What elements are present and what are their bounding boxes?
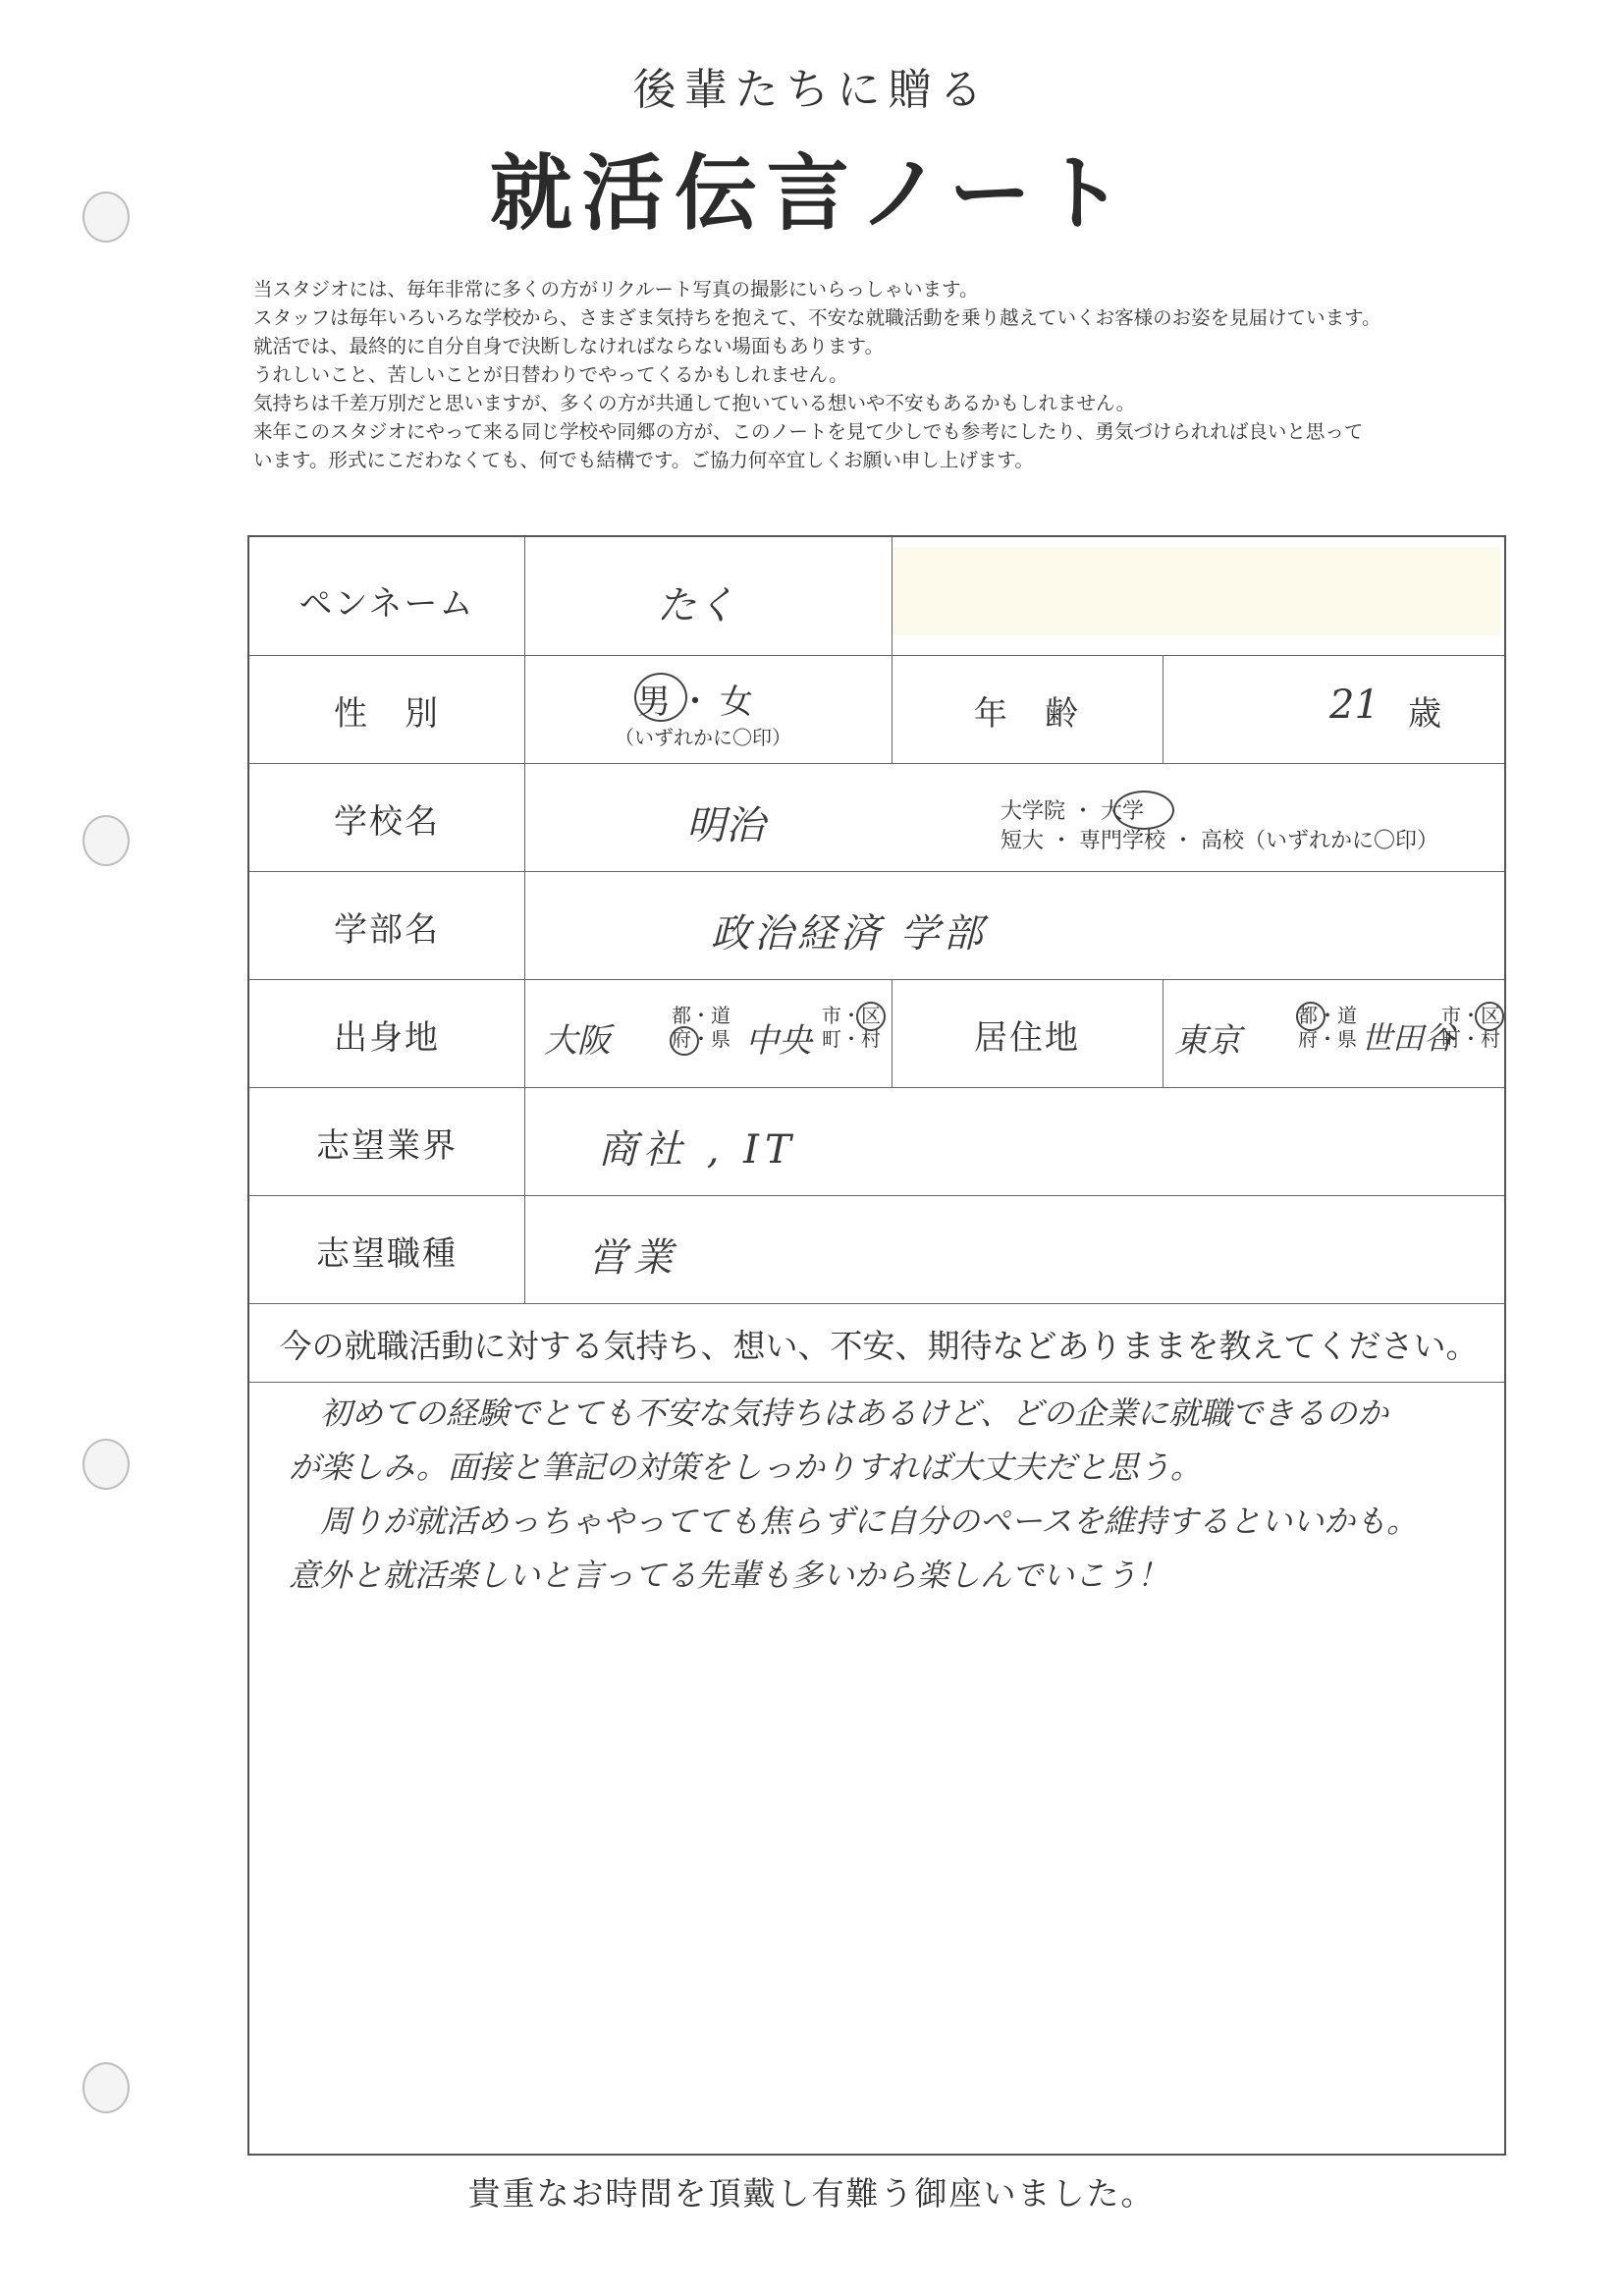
city-units-line: 町・村 (1441, 1027, 1500, 1051)
redacted-area (892, 547, 1500, 635)
pref-units-line: 府・県 (672, 1027, 730, 1051)
penname-label: ペンネーム (298, 584, 475, 624)
residence-pref-value: 東京 (1174, 1021, 1241, 1061)
pref-units-line: 都・道 (1298, 1004, 1357, 1027)
answer-line: 初めての経験でとても不安な気持ちはあるけど、どの企業に就職できるのか (289, 1394, 1389, 1432)
pref-units-line: 都・道 (672, 1004, 730, 1027)
binder-hole (82, 2062, 130, 2113)
intro-line: 気持ちは千差万別だと思いますが、多くの方が共通して抱いている想いや不安もあるかもしれません。 (253, 392, 1136, 414)
gender-label: 性 別 (334, 694, 440, 734)
city-units-line: 町・村 (822, 1027, 881, 1051)
intro-line: スタッフは毎年いろいろな学校から、さまざま気持ちを抱えて、不安な就職活動を乗り越えていくお客様のお姿を見届けています。 (253, 306, 1381, 329)
job-label: 志望職種 (316, 1234, 458, 1274)
answer-text (289, 1387, 1496, 1603)
footer-thanks: 貴重なお時間を頂戴し有難う御座いました。 (467, 2174, 1156, 2213)
answer-line: 意外と就活楽しいと言ってる先輩も多いから楽しんでいこう！ (289, 1557, 1169, 1594)
hometown-label: 出身地 (334, 1018, 440, 1058)
industry-value: 商社 , IT (598, 1127, 797, 1173)
gender-options: 男・女 (637, 683, 761, 722)
hometown-pref-circle-mark (670, 1026, 699, 1056)
school-types-2: 短大 ・ 専門学校 ・ 高校（いずれかに〇印） (1001, 829, 1438, 853)
entry-form (247, 535, 1506, 2156)
residence-city-circle-mark (1475, 1002, 1504, 1031)
residence-city-value: 世田谷 (1361, 1019, 1456, 1057)
answer-line: が楽しみ。面接と筆記の対策をしっかりすれば大丈夫だと思う。 (289, 1449, 1202, 1486)
intro-line: 当スタジオには、毎年非常に多くの方がリクルート写真の撮影にいらっしゃいます。 (253, 278, 979, 301)
question-text: 今の就職活動に対する気持ち、想い、不安、期待などありままを教えてください。 (279, 1327, 1479, 1365)
intro-text (253, 275, 1589, 474)
school-value: 明治 (686, 803, 765, 848)
gender-note: （いずれかに〇印） (615, 726, 791, 749)
residence-label: 居住地 (974, 1018, 1080, 1058)
pref-units-line: 府・県 (1298, 1027, 1357, 1051)
intro-line: います。形式にこだわなくても、何でも結構です。ご協力何卒宜しくお願い申し上げます。 (253, 449, 1034, 471)
faculty-label: 学部名 (334, 910, 440, 950)
age-value: 21 (1329, 683, 1380, 728)
hometown-city-circle-mark (856, 1002, 886, 1031)
page-title: 就活伝言ノート (489, 145, 1134, 242)
city-units-line: 市・区 (822, 1004, 881, 1027)
hometown-city-value: 中央 (745, 1021, 812, 1061)
intro-line: 就活では、最終的に自分自身で決断しなければならない場面もあります。 (253, 335, 884, 357)
binder-hole (82, 815, 130, 866)
city-units-line: 市・区 (1441, 1004, 1500, 1027)
hometown-pref-value: 大阪 (544, 1021, 611, 1061)
job-value: 営業 (588, 1235, 678, 1281)
age-label: 年 齢 (974, 694, 1080, 734)
faculty-value: 政治経済 学部 (711, 911, 987, 957)
school-types-1: 大学院 ・ 大学 (1001, 799, 1144, 824)
answer-line: 周りが就活めっちゃやってても焦らずに自分のペースを維持するといいかも。 (289, 1503, 1419, 1540)
binder-hole (82, 1439, 130, 1490)
intro-line: 来年このスタジオにやって来る同じ学校や同郷の方が、このノートを見て少しでも参考にしたり、勇気づけられれば良いと思って (253, 420, 1364, 443)
residence-pref-circle-mark (1296, 1002, 1325, 1031)
penname-value: たく (657, 583, 735, 629)
intro-line: うれしいこと、苦しいことが日替わりでやってくるかもしれません。 (253, 363, 848, 386)
school-label: 学校名 (334, 802, 440, 842)
subtitle: 後輩たちに贈る (632, 65, 991, 115)
industry-label: 志望業界 (316, 1126, 458, 1166)
age-unit: 歳 (1408, 694, 1441, 734)
